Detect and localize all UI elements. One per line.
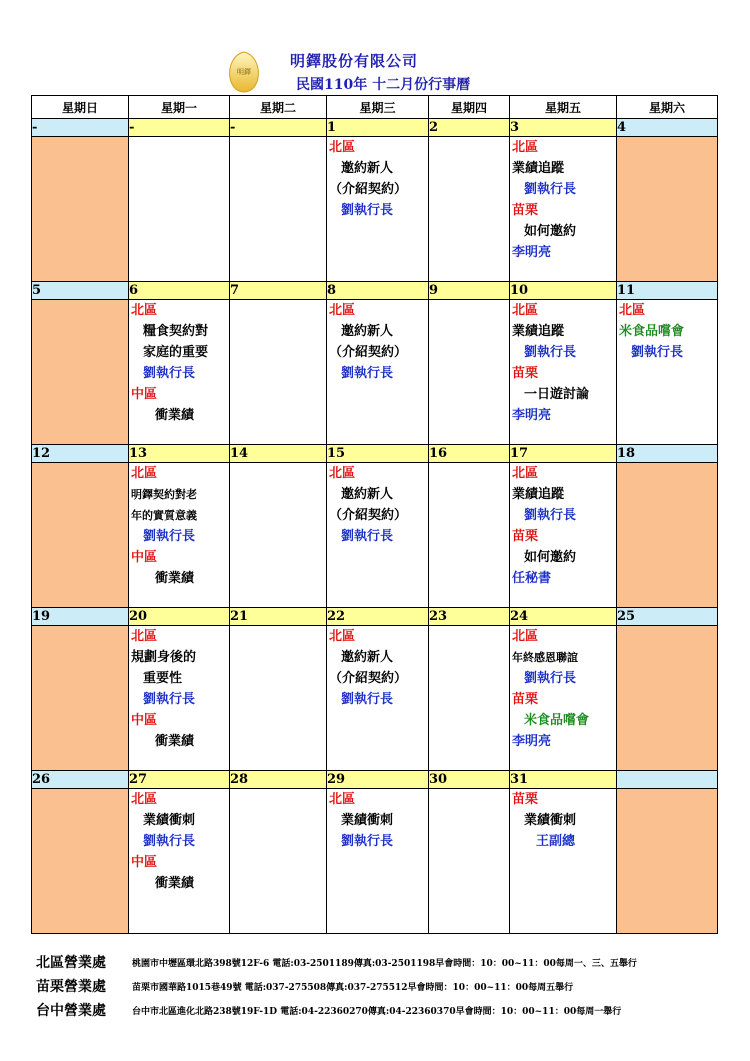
date-number-sun: 12 [32, 445, 129, 463]
day-cell-sat[interactable] [617, 137, 718, 282]
event-line: 劉執行長 [524, 508, 577, 523]
date-number-mon: 13 [129, 445, 230, 463]
date-row [32, 608, 718, 626]
event-line: 劉執行長 [143, 834, 196, 849]
event-line: 劉執行長 [341, 366, 394, 381]
date-number-tue: 28 [230, 771, 327, 789]
event-line: 衝業績 [155, 408, 195, 423]
event-line: 劉執行長 [341, 692, 394, 707]
weekday-fri: 星期五 [510, 96, 617, 119]
event-line: 劉執行長 [341, 529, 394, 544]
company-logo-icon [226, 50, 262, 94]
event-line: 北區 [131, 792, 158, 807]
date-number-thu: 23 [429, 608, 510, 626]
event-line: 北區 [512, 303, 539, 318]
event-line: 北區 [329, 792, 356, 807]
day-cell-wed[interactable] [327, 137, 429, 282]
event-line: 北區 [131, 629, 158, 644]
day-cell-sun[interactable] [32, 789, 129, 934]
event-line: 劉執行長 [143, 529, 196, 544]
event-line: （介紹契約） [329, 182, 408, 197]
date-number-tue: - [230, 119, 327, 137]
day-cell-fri[interactable] [510, 626, 617, 771]
day-cell-sun[interactable] [32, 626, 129, 771]
event-line: 中區 [131, 387, 158, 402]
office-name: 北區營業處 [36, 955, 106, 971]
day-cell-sat[interactable] [617, 463, 718, 608]
event-line: 劉執行長 [631, 345, 684, 360]
event-line: （介紹契約） [329, 671, 408, 686]
office-footer [36, 950, 736, 1022]
date-row [32, 282, 718, 300]
event-line: 明鐸契約對老 [131, 488, 197, 501]
event-line: 邀約新人 [341, 161, 394, 176]
day-cell-mon[interactable] [129, 626, 230, 771]
event-line: （介紹契約） [329, 345, 408, 360]
event-line: 苗栗 [512, 692, 539, 707]
day-cell-thu[interactable] [429, 626, 510, 771]
date-number-fri: 3 [510, 119, 617, 137]
date-number-wed: 1 [327, 119, 429, 137]
event-line: 重要性 [143, 671, 183, 686]
day-cell-wed[interactable] [327, 463, 429, 608]
day-cell-sun[interactable] [32, 463, 129, 608]
company-name: 明鐸股份有限公司 [290, 52, 419, 70]
events-row [32, 300, 718, 445]
date-number-thu: 2 [429, 119, 510, 137]
day-cell-fri[interactable] [510, 463, 617, 608]
event-line: 任秘書 [512, 571, 552, 586]
event-line: 北區 [512, 466, 539, 481]
event-line: 邀約新人 [341, 324, 394, 339]
date-number-thu: 30 [429, 771, 510, 789]
event-line: 北區 [512, 140, 539, 155]
event-line: 年的實質意義 [131, 509, 197, 522]
event-line: 中區 [131, 855, 158, 870]
date-row [32, 119, 718, 137]
event-line: 如何邀約 [524, 224, 577, 239]
day-cell-tue[interactable] [230, 626, 327, 771]
svg-text:明鐸: 明鐸 [237, 68, 251, 76]
event-line: 規劃身後的 [131, 650, 197, 665]
office-info: 苗栗市國華路1015巷49號 電話:037-275508傳真:037-275512早會時間：10：00~11：00每周五舉行 [132, 982, 574, 993]
office-info: 台中市北區進化北路238號19F-1D 電話:04-22360270傳真:04-22360370早會時間：10：00~11：00每周一舉行 [132, 1006, 622, 1017]
event-line: 業績追蹤 [512, 487, 565, 502]
day-cell-wed[interactable] [327, 300, 429, 445]
event-line: 劉執行長 [524, 182, 577, 197]
day-cell-tue[interactable] [230, 137, 327, 282]
day-cell-mon[interactable] [129, 789, 230, 934]
day-cell-wed[interactable] [327, 789, 429, 934]
date-number-thu: 9 [429, 282, 510, 300]
event-line: 劉執行長 [341, 203, 394, 218]
event-line: 如何邀約 [524, 550, 577, 565]
date-number-mon: 20 [129, 608, 230, 626]
date-number-wed: 29 [327, 771, 429, 789]
day-cell-tue[interactable] [230, 300, 327, 445]
event-line: 李明亮 [512, 245, 552, 260]
date-row [32, 771, 718, 789]
day-cell-tue[interactable] [230, 789, 327, 934]
day-cell-mon[interactable] [129, 300, 230, 445]
event-line: 王副總 [536, 834, 576, 849]
date-number-sun: - [32, 119, 129, 137]
event-line: 業績衝刺 [524, 813, 577, 828]
event-line: 北區 [512, 629, 539, 644]
event-line: 苗栗 [512, 529, 539, 544]
event-line: 業績衝刺 [341, 813, 394, 828]
date-number-sat [617, 771, 718, 789]
events-row [32, 789, 718, 934]
office-name: 苗栗營業處 [36, 979, 106, 995]
weekday-sat: 星期六 [617, 96, 718, 119]
page-header [0, 46, 750, 96]
weekday-mon: 星期一 [129, 96, 230, 119]
day-cell-sat[interactable] [617, 626, 718, 771]
event-line: 北區 [131, 466, 158, 481]
event-line: 劉執行長 [143, 366, 196, 381]
events-row [32, 137, 718, 282]
event-line: 邀約新人 [341, 487, 394, 502]
office-taichung [36, 998, 736, 1022]
date-number-sat: 18 [617, 445, 718, 463]
event-line: 劉執行長 [143, 692, 196, 707]
weekday-tue: 星期二 [230, 96, 327, 119]
event-line: 中區 [131, 713, 158, 728]
date-number-wed: 15 [327, 445, 429, 463]
weekday-sun: 星期日 [32, 96, 129, 119]
day-cell-tue[interactable] [230, 463, 327, 608]
event-line: 糧食契約對 [143, 324, 209, 339]
events-row [32, 463, 718, 608]
event-line: 中區 [131, 550, 158, 565]
event-line: 衝業績 [155, 876, 195, 891]
date-number-wed: 22 [327, 608, 429, 626]
event-line: 李明亮 [512, 408, 552, 423]
event-line: 劉執行長 [524, 345, 577, 360]
calendar-table [31, 95, 718, 934]
day-cell-fri[interactable] [510, 137, 617, 282]
date-number-fri: 17 [510, 445, 617, 463]
day-cell-wed[interactable] [327, 626, 429, 771]
date-number-fri: 10 [510, 282, 617, 300]
events-row [32, 626, 718, 771]
calendar-title: 民國110年 十二月份行事曆 [296, 77, 471, 93]
date-number-fri: 31 [510, 771, 617, 789]
day-cell-mon[interactable] [129, 463, 230, 608]
office-miaoli [36, 974, 736, 998]
weekday-wed: 星期三 [327, 96, 429, 119]
day-cell-thu[interactable] [429, 789, 510, 934]
date-number-fri: 24 [510, 608, 617, 626]
day-cell-sun[interactable] [32, 300, 129, 445]
event-line: 家庭的重要 [143, 345, 209, 360]
event-line: 業績衝刺 [143, 813, 196, 828]
day-cell-mon[interactable] [129, 137, 230, 282]
event-line: 李明亮 [512, 734, 552, 749]
event-line: 衝業績 [155, 571, 195, 586]
day-cell-thu[interactable] [429, 300, 510, 445]
event-line: 衝業績 [155, 734, 195, 749]
event-line: 年終感恩聯誼 [512, 651, 578, 664]
date-number-sat: 4 [617, 119, 718, 137]
event-line: 苗栗 [512, 792, 539, 807]
date-number-mon: 27 [129, 771, 230, 789]
office-info: 桃園市中壢區環北路398號12F-6 電話:03-2501189傳真:03-2501198早會時間：10：00~11：00每周一、三、五舉行 [132, 958, 637, 969]
event-line: 北區 [619, 303, 646, 318]
date-number-sun: 26 [32, 771, 129, 789]
date-number-sun: 19 [32, 608, 129, 626]
event-line: 北區 [329, 629, 356, 644]
event-line: 苗栗 [512, 203, 539, 218]
event-line: 米食品嚐會 [619, 324, 685, 339]
date-number-wed: 8 [327, 282, 429, 300]
event-line: 劉執行長 [341, 834, 394, 849]
event-line: 北區 [329, 303, 356, 318]
office-name: 台中營業處 [36, 1003, 106, 1019]
date-number-mon: - [129, 119, 230, 137]
day-cell-sat[interactable] [617, 300, 718, 445]
event-line: 苗栗 [512, 366, 539, 381]
day-cell-fri[interactable] [510, 789, 617, 934]
date-row [32, 445, 718, 463]
date-number-sun: 5 [32, 282, 129, 300]
weekday-thu: 星期四 [429, 96, 510, 119]
event-line: 邀約新人 [341, 650, 394, 665]
event-line: 劉執行長 [524, 671, 577, 686]
event-line: 業績追蹤 [512, 161, 565, 176]
date-number-thu: 16 [429, 445, 510, 463]
event-line: 北區 [329, 140, 356, 155]
date-number-tue: 14 [230, 445, 327, 463]
day-cell-sun[interactable] [32, 137, 129, 282]
event-line: 米食品嚐會 [524, 713, 590, 728]
date-number-sat: 25 [617, 608, 718, 626]
event-line: 業績追蹤 [512, 324, 565, 339]
event-line: 北區 [329, 466, 356, 481]
event-line: （介紹契約） [329, 508, 408, 523]
day-cell-sat[interactable] [617, 789, 718, 934]
office-north [36, 950, 736, 974]
date-number-mon: 6 [129, 282, 230, 300]
event-line: 一日遊討論 [524, 387, 590, 402]
event-line: 北區 [131, 303, 158, 318]
day-cell-thu[interactable] [429, 137, 510, 282]
date-number-tue: 7 [230, 282, 327, 300]
day-cell-thu[interactable] [429, 463, 510, 608]
weekday-header-row [32, 96, 718, 119]
date-number-sat: 11 [617, 282, 718, 300]
day-cell-fri[interactable] [510, 300, 617, 445]
date-number-tue: 21 [230, 608, 327, 626]
